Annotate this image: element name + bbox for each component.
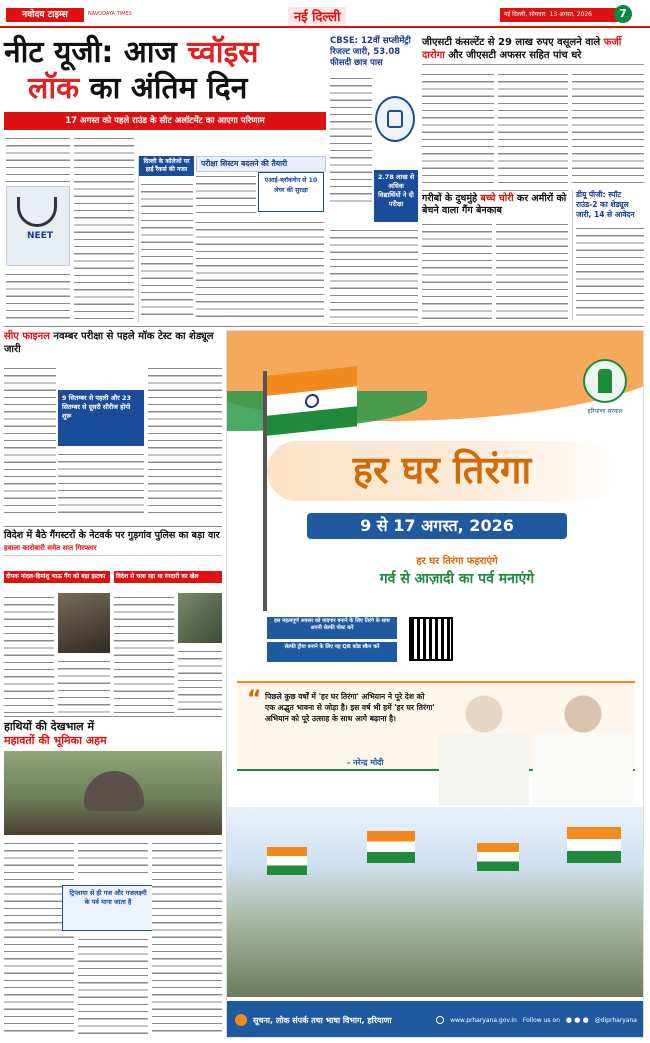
campaign-tagline-1: हर घर तिरंगा फहराएंगे (416, 556, 498, 567)
cbse-body-b (330, 226, 418, 324)
qr-text-1: इस महत्वपूर्ण अवसर को यादगार बनाने के लिए तिरंगे के साथ अपनी सेल्फी पोस्ट करें (267, 617, 397, 639)
social-icons: ● ● ● (565, 1016, 589, 1024)
masthead-date-label: नई दिल्ली, सोमवार (504, 11, 546, 18)
neet-headline-a: नीट यूजी: आज (4, 35, 177, 70)
du-story (572, 190, 644, 320)
du-body (576, 224, 644, 320)
neet-headline (4, 36, 324, 70)
elephant-headline-b: महावतों की भूमिका अहम (4, 734, 107, 747)
qr-section (267, 617, 467, 665)
child-headline-c: कर अमीरों को बेचने वाला गैंग बेनकाब (422, 193, 567, 216)
footer-dept: सूचना, लोक संपर्क तथा भाषा विभाग, हरियाणा (253, 1015, 392, 1025)
extortion-col-1 (422, 70, 494, 186)
neet-box-title: परीक्षा सिस्टम बदलने की तैयारी (196, 156, 326, 172)
elephant-story (4, 716, 222, 1038)
neet-col-1 (6, 134, 70, 182)
gangster-col1b (58, 657, 110, 713)
cbse-logo (375, 96, 415, 142)
neet-subhead: 17 अगस्त को पहले राउंड के सीट अलॉटमेंट का आएगा परिणाम (4, 112, 326, 130)
neet-box-body-a (196, 172, 256, 216)
crowd-image (227, 807, 644, 997)
cbse-title: CBSE: 12वीं सप्लीमेंट्री रिजल्ट जारी, 53.08 फीसदी छात्र पास (330, 36, 411, 68)
modi-quote-author: - नरेन्द्र मोदी (347, 758, 384, 767)
child-col-1 (422, 220, 492, 320)
gangster-col2a (114, 593, 174, 713)
crowd-flag-1 (267, 847, 307, 875)
elephant-quote: ट्रिप्लाया से ही गज और गजलक्ष्मी के पर्व माना जाता है (62, 885, 154, 931)
neet-col-2 (74, 134, 134, 322)
child-headline-b: बच्चे चोरी (480, 193, 514, 204)
neet-headline-lock: लॉक (28, 71, 80, 106)
child-col-2 (496, 220, 568, 320)
neet-logo-text: NEET (27, 231, 53, 241)
gangster-col1 (4, 571, 110, 713)
elephant-icon (84, 771, 144, 811)
gangster-photo-2 (178, 593, 222, 643)
gangster-col2 (114, 571, 222, 713)
elephant-col-2b (78, 935, 148, 1035)
neet-box (196, 156, 326, 322)
campaign-title: हर घर तिरंगा (352, 448, 532, 492)
masthead-date: 13 अगस्त, 2026 (549, 11, 592, 18)
neet-headline-highlight: च्वॉइस (187, 35, 259, 70)
extortion-col-3 (572, 70, 644, 186)
neet-headline-line2 (28, 72, 328, 106)
neet-box-body-b (196, 218, 324, 322)
emblem-icon (598, 369, 612, 393)
ca-story (4, 330, 222, 520)
masthead-logo: नवोदय टाइम्स (6, 8, 84, 22)
haryana-govt-emblem (583, 359, 627, 403)
elephant-col-3 (152, 839, 222, 1035)
gangster-col1-head: दीपक नांदल-हिमांशु भाऊ गैंग को बड़ा झटका (4, 571, 110, 583)
elephant-headline (4, 717, 222, 748)
gangster-story (4, 526, 222, 712)
gangster-photo (58, 593, 110, 653)
tiranga-ad (226, 330, 644, 1038)
qr-text-2: सेल्फी ट्रीया बनाने के लिए यह QR कोड स्कैन करें (267, 642, 397, 662)
neet-sidebar (138, 156, 194, 322)
neet-sidebar-body (141, 180, 193, 320)
gangster-col2b (178, 647, 222, 713)
ca-col-2 (58, 450, 144, 514)
extortion-headline-a: जीएसटी कंसल्टेंट से 29 लाख रुपए वसूलने वाले (422, 37, 601, 48)
top-divider (4, 326, 644, 327)
portrait-cm (533, 675, 633, 805)
neet-quote-box: एआई-ब्लॉकचेन से 10 लेयर की सुरक्षा (258, 172, 324, 212)
masthead-city: नई दिल्ली (288, 7, 346, 25)
extortion-headline-c: और जीएसटी अफसर सहित पांच धरे (448, 50, 582, 61)
masthead-date-bar (500, 8, 618, 22)
ca-inset: 9 सितम्बर से पहली और 23 सितम्बर से दूसरी सीरीज होगी शुरू (58, 390, 144, 446)
masthead-sub: NAVODAYA TIMES (88, 11, 132, 17)
neet-headline-end: का अंतिम दिन (89, 71, 248, 106)
extortion-headline (422, 36, 644, 65)
ad-footer (227, 1001, 644, 1038)
child-headline-a: गरीबों के दुधमुंहे (422, 193, 478, 204)
modi-quote-text: पिछले कुछ वर्षों में 'हर घर तिरंगा' अभियान ने पूरे देश को एक अद्भुत भावना से जोड़ा है। इस वर्ष भी हमें 'हर घर तिरंगा' अभियान को पूरे उत्साह के साथ आगे बढ़ाना है। (265, 692, 435, 723)
crowd-flag-2 (367, 831, 415, 863)
gangster-headline: विदेश में बैठे गैंगस्टरों के नेटवर्क पर गुड़गांव पुलिस का बड़ा वार (4, 530, 220, 541)
campaign-tagline-2: गर्व से आज़ादी का पर्व मनाएंगे (379, 571, 535, 587)
footer-handle[interactable]: @diprharyana (594, 1016, 637, 1024)
portrait-pm (439, 675, 529, 805)
child-headline (422, 190, 568, 217)
crowd-flag-3 (477, 843, 519, 871)
ca-headline (4, 330, 222, 356)
ca-col-1 (4, 364, 56, 514)
govt-label: हरियाणा सरकार (587, 408, 623, 415)
ca-headline-a: सीए फाइनल (4, 331, 50, 342)
cbse-stat-box: 2.78 लाख से अधिक विद्यार्थियों ने दी परीक्षा (374, 170, 418, 222)
cbse-body-a (330, 74, 372, 206)
child-story (422, 190, 568, 320)
page-number: 7 (614, 5, 632, 23)
stethoscope-icon (17, 197, 57, 227)
masthead (0, 0, 650, 28)
elephant-headline-a: हाथियों की देखभाल में (4, 720, 95, 733)
neet-col-1b (6, 270, 70, 322)
elephant-col-1 (4, 839, 74, 1035)
neet-logo-image (6, 186, 70, 266)
quote-mark-icon: “ (247, 687, 262, 712)
globe-icon (436, 1016, 444, 1024)
qr-code[interactable] (409, 617, 453, 661)
extortion-col-2 (498, 70, 568, 186)
campaign-dates: 9 से 17 अगस्त, 2026 (307, 513, 567, 539)
indian-flag-icon (267, 366, 357, 435)
footer-follow: Follow us on (522, 1016, 560, 1024)
extortion-story (422, 36, 644, 186)
cbse-emblem-icon (387, 110, 403, 128)
ca-headline-b: नवम्बर परीक्षा से पहले मॉक टेस्ट का शेड्यूल जारी (4, 331, 214, 355)
gangster-col1a (4, 593, 54, 713)
gangster-col2-head: विदेश से चला रहा था रंगदारी का खेल (114, 571, 222, 583)
footer-web[interactable]: www.prharyana.gov.in (450, 1016, 517, 1024)
ca-col-3 (148, 364, 222, 514)
du-headline: डीयू पीजी: स्पॉट राउंड-2 का शेड्यूल जारी, 14 से आवेदन (576, 190, 635, 219)
elephant-photo (4, 751, 222, 835)
elephant-col-2 (78, 839, 148, 879)
neet-sidebar-title: दिल्ली के कॉलेजों पर हाई रैंकर्स की नजर (139, 156, 194, 176)
extortion-headline-b: फर्जी दारोगा (422, 37, 622, 61)
cbse-section (330, 36, 418, 326)
crowd-flag-4 (567, 827, 621, 863)
gangster-sub: हवाला कारोबारी समेत सात गिरफ्तार (4, 542, 222, 556)
dept-icon (235, 1014, 247, 1026)
